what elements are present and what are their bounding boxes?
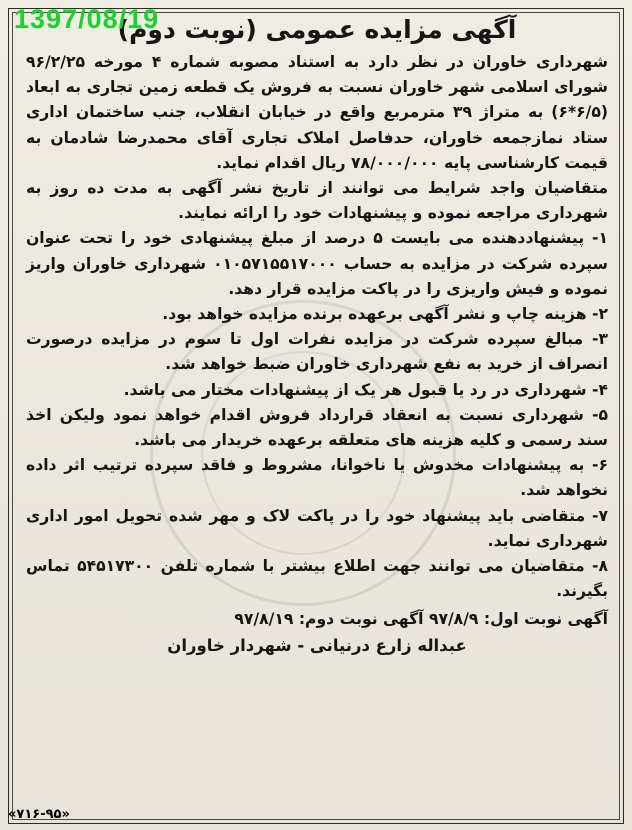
publication-dates: آگهی نوبت اول: ۹۷/۸/۹ آگهی نوبت دوم: ۹۷/۸/۱۹ [234, 610, 608, 629]
condition-item: ۱- پیشنهاددهنده می بایست ۵ درصد از مبلغ پیشنهادی خود را تحت عنوان سپرده شرکت در مزایده به حساب ۰۱۰۵۷۱۵۵۱۷۰۰۰ شهرداری خاوران واریز نموده و فیش واریزی را در پاکت مزایده قرار دهد. [26, 229, 608, 298]
condition-item: ۳- مبالغ سپرده شرکت در مزایده نفرات اول تا سوم در مزایده درصورت انصراف از خرید به نفع شهرداری خاوران ضبط خواهد شد. [26, 330, 608, 374]
condition-item: ۶- به پیشنهادات مخدوش یا ناخوانا، مشروط و فاقد سپرده ترتیب اثر داده نخواهد شد. [26, 456, 608, 500]
intro-paragraph: شهرداری خاوران در نظر دارد به استناد مصوبه شماره ۴ مورخه ۹۶/۲/۲۵ شورای اسلامی شهر خاوران نسبت به فروش یک قطعه زمین تجاری به ابعاد (۶/۵*۶) به متراژ ۳۹ مترمربع واقع در خیابان انقلاب، جنب ساختمان اداری ستاد نمازجمعه خاوران، حدفاصل املاک تجاری آقای محمدرضا شادمان به قیمت کارشناسی پایه ۷۸/۰۰۰/۰۰۰ ریال اقدام نماید. [26, 53, 608, 172]
condition-item: ۲- هزینه چاپ و نشر آگهی برعهده برنده مزایده خواهد بود. [162, 305, 608, 324]
condition-item: ۴- شهرداری در رد یا قبول هر یک از پیشنهادات مختار می باشد. [123, 380, 608, 399]
applicants-paragraph: متقاضیان واجد شرایط می توانند از تاریخ نشر آگهی به مدت ده روز به شهرداری مراجعه نموده و پیشنهادات خود را ارائه نمایند. [26, 179, 608, 223]
stamp-date: 1397/08/19 [14, 4, 160, 34]
ad-code: «۷۱۶-۹۵» [8, 807, 70, 822]
signer-line: عبداله زارع درنیانی - شهردار خاوران [167, 636, 467, 656]
notice-body [26, 12, 608, 818]
condition-item: ۸- متقاضیان می توانند جهت اطلاع بیشتر با شماره تلفن ۵۴۵۱۷۳۰۰ تماس بگیرند. [26, 557, 608, 601]
notice-title: آگهی مزایده عمومی (نوبت دوم) [117, 15, 517, 44]
condition-item: ۵- شهرداری نسبت به انعقاد قرارداد فروش اقدام خواهد نمود ولیکن اخذ سند رسمی و کلیه هزینه های متعلقه برعهده خریدار می باشد. [26, 405, 608, 450]
condition-item: ۷- متقاضی باید پیشنهاد خود را در پاکت لاک و مهر شده تحویل امور اداری شهرداری نماید. [26, 506, 608, 550]
